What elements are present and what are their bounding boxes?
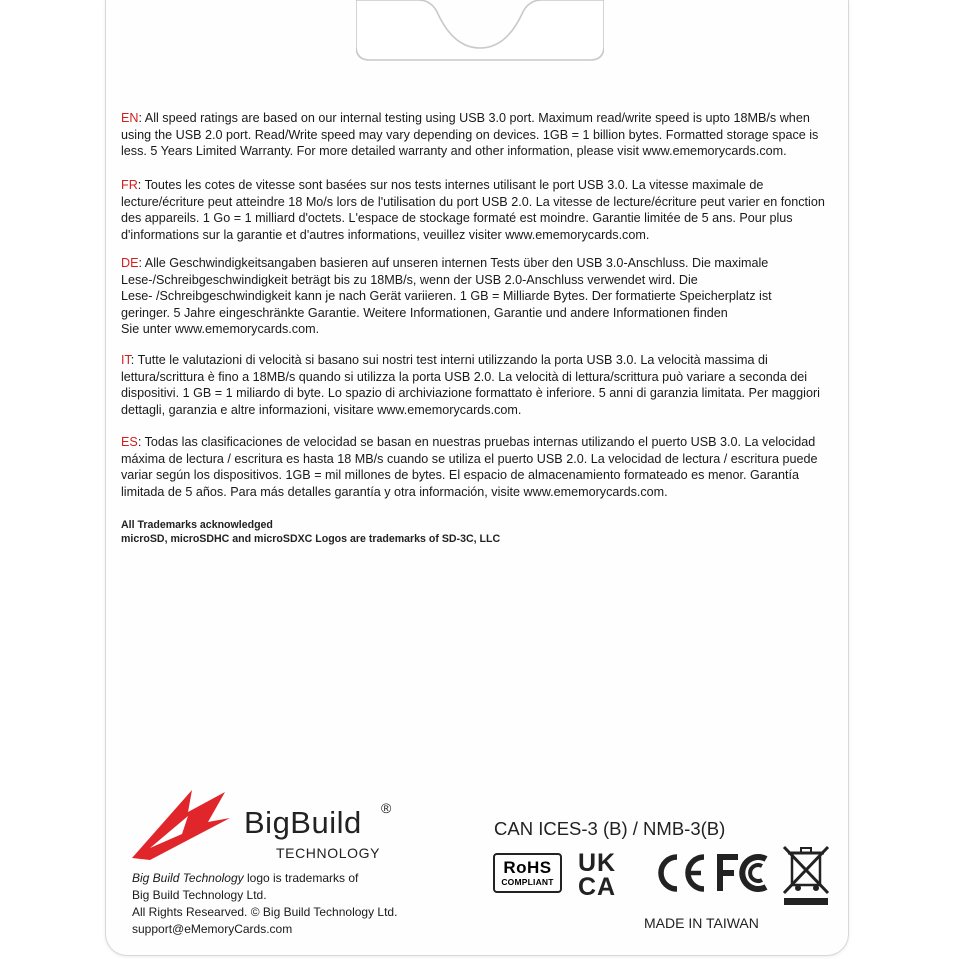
text-line: máxima de lectura / escritura es hasta 18 MB/s cuando se utiliza el puerto USB 2.0. La velocidad de lectura / escritura puede bbox=[121, 451, 818, 466]
text-line: less. 5 Years Limited Warranty. For more detailed warranty and other information, please visit www.ememorycards.com. bbox=[121, 144, 787, 159]
support-email: support@eMemoryCards.com bbox=[132, 922, 293, 936]
ukca-mark bbox=[578, 850, 642, 896]
made-in-label: MADE IN TAIWAN bbox=[644, 915, 759, 931]
ukca-top-text: UK bbox=[578, 850, 617, 877]
text-line: : Alle Geschwindigkeitsangaben basieren auf unseren internen Tests über den USB 3.0-Anschluss. Die maximale bbox=[138, 256, 769, 270]
trademark-notice bbox=[121, 518, 500, 546]
text-line: Lese-/Schreibgeschwindigkeit beträgt bis zu 18MB/s, wenn der USB 2.0-Anschluss verwendet wird. Die bbox=[121, 272, 698, 287]
legal-line: logo is trademarks of bbox=[243, 871, 359, 885]
brand-name: BigBuild bbox=[244, 805, 362, 840]
lang-code-it: IT bbox=[121, 353, 131, 367]
text-line: : All speed ratings are based on our internal testing using USB 3.0 port. Maximum read/write speed is upto 18MB/s when bbox=[138, 111, 810, 125]
text-line: dettagli, garanzia e altre informazioni, visitare www.ememorycards.com. bbox=[121, 402, 522, 417]
legal-line: Big Build Technology Ltd. bbox=[132, 888, 267, 902]
text-line: lecture/écriture peut atteindre 18 Mo/s lors de l'utilisation du port USB 2.0. La vitesse de lecture/écriture peut varier en fonction bbox=[121, 194, 825, 209]
lang-code-en: EN bbox=[121, 111, 139, 125]
text-line: : Todas las clasificaciones de velocidad se basan en nuestras pruebas internas utilizando el puerto USB 3.0. La velocidad bbox=[137, 435, 816, 449]
text-line: Lese- /Schreibgeschwindigkeit kann je nach Gerät variieren. 1 GB = Milliarde Bytes. Der formatierte Speicherplatz ist bbox=[121, 289, 772, 304]
text-line: variar según los dispositivos. 1GB = mil millones de bytes. El espacio de almacenamiento formateado es menor. Garantía bbox=[121, 468, 799, 483]
fcc-mark bbox=[716, 853, 772, 893]
text-line: limitada de 5 años. Para más detalles garantía y otra información, visite www.ememorycards.com. bbox=[121, 484, 668, 499]
text-fr bbox=[121, 177, 841, 243]
text-line: des appareils. 1 Go = 1 milliard d'octets. L'espace de stockage formaté est moindre. Garantie limitée de 5 ans. Pour plus bbox=[121, 211, 793, 226]
legal-company-em: Big Build Technology bbox=[132, 871, 244, 885]
text-line: geringer. 5 Jahre eingeschränkte Garantie. Weitere Informationen, Garantie und andere Informationen finden bbox=[121, 305, 728, 320]
hang-hole-icon bbox=[356, 0, 604, 70]
text-it bbox=[121, 352, 841, 418]
bigbuild-logo-icon bbox=[130, 782, 230, 862]
weee-bin-icon bbox=[778, 843, 834, 907]
text-line: dispositivi. 1 GB = 1 miliardo di byte. Lo spazio di archiviazione formattato è inferiore. 5 anni di garanzia limitata. Per maggiori bbox=[121, 386, 820, 401]
rohs-compliant-text: COMPLIANT bbox=[501, 877, 554, 887]
lang-code-de: DE bbox=[121, 256, 139, 270]
lang-code-fr: FR bbox=[121, 178, 138, 192]
text-line: d'informations sur la garantie et d'autres informations, veuillez visiter www.ememorycards.com. bbox=[121, 227, 650, 242]
text-line: : Toutes les cotes de vitesse sont basées sur nos tests internes utilisant le port USB 3.0. La vitesse maximale de bbox=[137, 178, 764, 192]
trademark-line: microSD, microSDHC and microSDXC Logos are trademarks of SD-3C, LLC bbox=[121, 533, 501, 545]
rohs-text: RoHS bbox=[503, 858, 552, 877]
registered-mark: ® bbox=[381, 800, 392, 816]
trademark-line: All Trademarks acknowledged bbox=[121, 519, 273, 531]
text-es bbox=[121, 434, 841, 500]
ce-mark bbox=[654, 853, 708, 893]
ukca-bottom-text: CA bbox=[578, 873, 617, 896]
text-line: Sie unter www.ememorycards.com. bbox=[121, 322, 320, 337]
text-en bbox=[121, 110, 841, 160]
legal-line: All Rights Researved. © Big Build Technology Ltd. bbox=[132, 905, 398, 919]
rohs-mark bbox=[493, 853, 562, 893]
text-line: : Tutte le valutazioni di velocità si basano sui nostri test interni utilizzando la porta USB 3.0. La velocità massima di bbox=[130, 353, 768, 367]
legal-notice bbox=[132, 870, 397, 938]
text-line: using the USB 2.0 port. Read/Write speed may vary depending on devices. 1GB = 1 billion bytes. Formatted storage space is bbox=[121, 127, 819, 142]
lang-code-es: ES bbox=[121, 435, 138, 449]
brand-subtitle: TECHNOLOGY bbox=[276, 845, 381, 861]
text-line: lettura/scrittura è fino a 18MB/s quando si utilizza la porta USB 2.0. La velocità di lettura/scrittura può variare a seconda dei bbox=[121, 369, 808, 384]
ices-label: CAN ICES-3 (B) / NMB-3(B) bbox=[494, 818, 726, 839]
text-de bbox=[121, 255, 841, 338]
